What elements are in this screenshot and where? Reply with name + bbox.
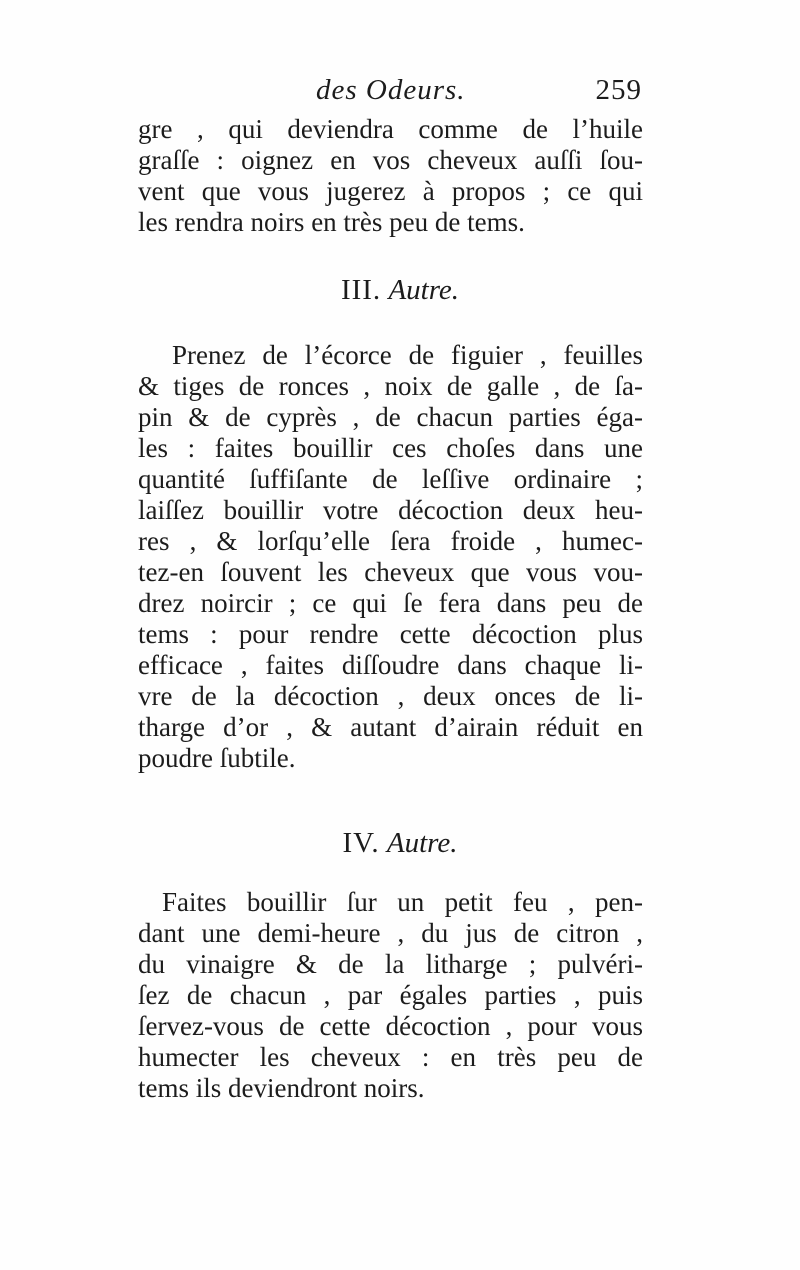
text-line: Faites bouillir ſur un petit feu , pen- [162, 887, 643, 917]
text-line: vre de la décoction , deux onces de li- [138, 681, 643, 711]
text-line: du vinaigre & de la litharge ; pulvéri- [138, 949, 643, 979]
text-line: tems ils deviendront noirs. [138, 1073, 425, 1103]
section-heading-iv [0, 827, 800, 860]
text-line: vent que vous jugerez à propos ; ce qui [138, 176, 643, 206]
text-line: tems : pour rendre cette décoction plus [138, 619, 643, 649]
text-line: quantité ſuffiſante de leſſive ordinaire ; [138, 464, 643, 494]
text-line: pin & de cyprès , de chacun parties éga- [138, 402, 643, 432]
section-title: Autre. [388, 274, 460, 306]
text-line: tharge d’or , & autant d’airain réduit en [138, 712, 643, 742]
section-title: Autre. [386, 827, 458, 859]
text-line: Prenez de l’écorce de figuier , feuilles [172, 340, 643, 370]
text-line: gre , qui deviendra comme de l’huile [138, 114, 643, 144]
paragraph-continuation [138, 114, 643, 238]
paragraph-recipe-iii [138, 340, 643, 774]
text-line: res , & lorſqu’elle ſera froide , humec- [138, 526, 643, 556]
page-header [138, 74, 646, 114]
text-line: humecter les cheveux : en très peu de [138, 1042, 643, 1072]
running-title: des Odeurs. [316, 74, 466, 106]
section-number: III. [340, 274, 382, 306]
text-line: les rendra noirs en très peu de tems. [138, 207, 525, 237]
section-number: IV. [342, 827, 380, 859]
text-line: dant une demi-heure , du jus de citron , [138, 918, 643, 948]
text-line: laiſſez bouillir votre décoction deux heu- [138, 495, 643, 525]
text-line: tez-en ſouvent les cheveux que vous vou- [138, 557, 643, 587]
text-line: efficace , faites diſſoudre dans chaque li- [138, 650, 643, 680]
text-line: les : faites bouillir ces choſes dans une [138, 433, 643, 463]
paragraph-recipe-iv [138, 887, 643, 1104]
text-line: & tiges de ronces , noix de galle , de ſa- [138, 371, 643, 401]
text-line: poudre ſubtile. [138, 743, 296, 773]
text-line: drez noircir ; ce qui ſe fera dans peu de [138, 588, 643, 618]
text-line: graſſe : oignez en vos cheveux auſſi ſou- [138, 145, 643, 175]
text-line: ſez de chacun , par égales parties , puis [138, 980, 643, 1010]
text-line: ſervez-vous de cette décoction , pour vous [138, 1011, 643, 1041]
page-number: 259 [595, 74, 642, 106]
section-heading-iii [0, 274, 800, 307]
